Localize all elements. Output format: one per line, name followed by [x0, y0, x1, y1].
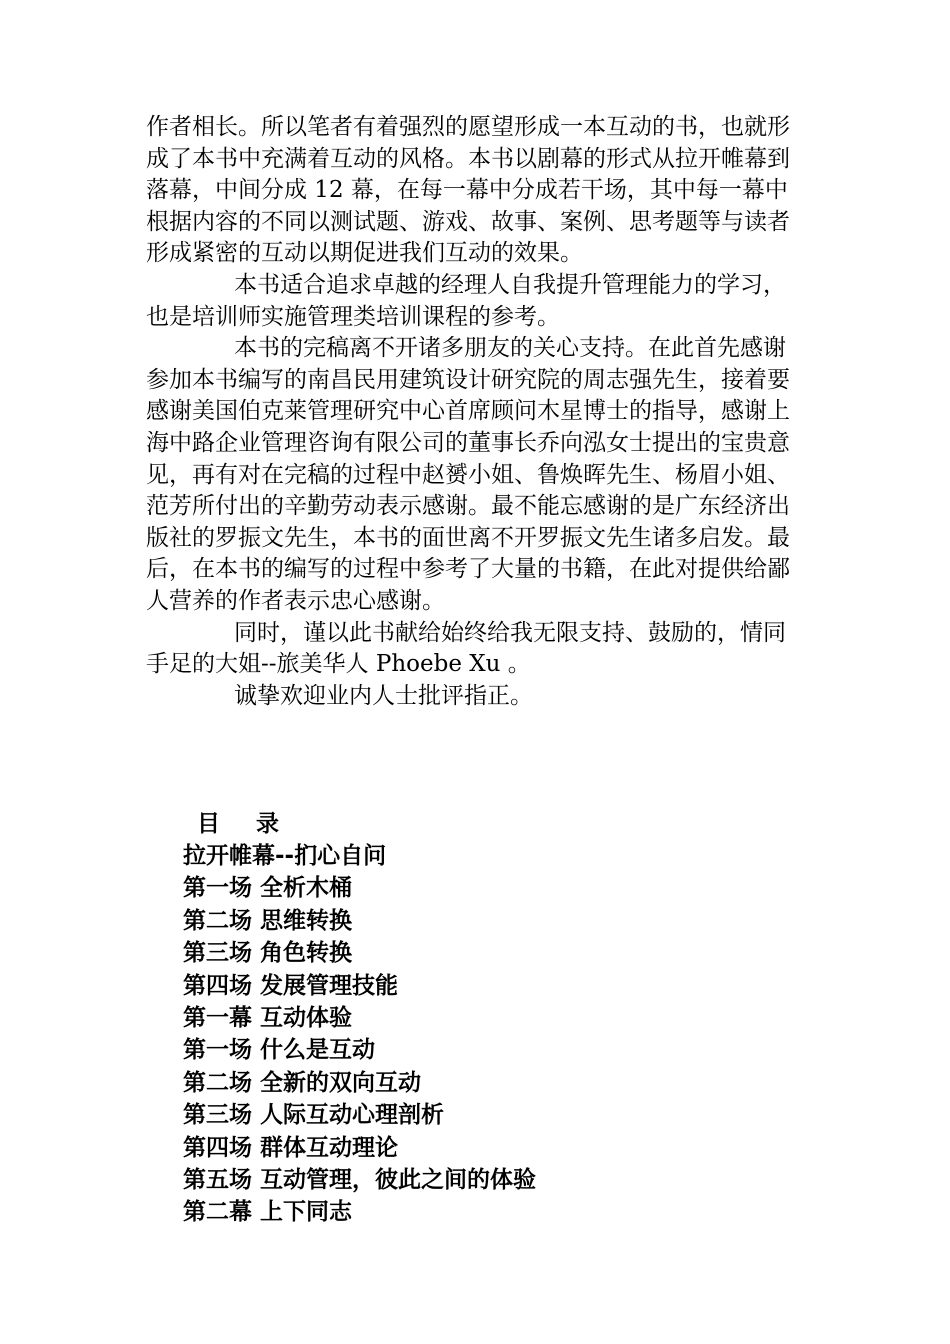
- preface-paragraph-2: 本书适合追求卓越的经理人自我提升管理能力的学习，也是培训师实施管理类培训课程的参考。: [146, 271, 786, 330]
- preface-paragraph-4: 同时，谨以此书献给始终给我无限支持、鼓励的，情同手足的大姐--旅美华人 Phoebe Xu 。: [146, 619, 786, 678]
- toc-item: 第五场 互动管理，彼此之间的体验: [183, 1166, 537, 1193]
- toc-item: 第四场 发展管理技能: [183, 972, 399, 999]
- toc-item: 第三场 角色转换: [183, 940, 353, 967]
- toc-item: 第四场 群体互动理论: [183, 1134, 399, 1161]
- table-of-contents: [183, 808, 783, 1229]
- preface-paragraph-3: 本书的完稿离不开诸多朋友的关心支持。在此首先感谢参加本书编写的南昌民用建筑设计研究院的周志强先生，接着要感谢美国伯克莱管理研究中心首席顾问木星博士的指导，感谢上海中路企业管理咨询有限公司的董事长乔向泓女士提出的宝贵意见，再有对在完稿的过程中赵赟小姐、鲁焕晖先生、杨眉小姐、范芳所付出的辛勤劳动表示感谢。最不能忘感谢的是广东经济出版社的罗振文先生，本书的面世离不开罗振文先生诸多启发。最后，在本书的编写的过程中参考了大量的书籍，在此对提供给鄙人营养的作者表示忠心感谢。: [146, 335, 790, 614]
- toc-item: 第一场 全析木桶: [183, 875, 353, 902]
- toc-item: 第一幕 互动体验: [183, 1004, 353, 1031]
- toc-item: 第二场 思维转换: [183, 907, 353, 934]
- toc-item: 第三场 人际互动心理剖析: [183, 1102, 445, 1129]
- preface-paragraph-5: 诚挚欢迎业内人士批评指正。: [234, 682, 533, 709]
- toc-item: 第一场 什么是互动: [183, 1037, 376, 1064]
- toc-item: 第二幕 上下同志: [183, 1199, 353, 1226]
- toc-list: [183, 840, 783, 1229]
- toc-item: 拉开帷幕--扪心自问: [183, 843, 387, 869]
- preface-body: [146, 112, 806, 712]
- toc-item: 第二场 全新的双向互动: [183, 1069, 422, 1096]
- toc-title: 目 录: [197, 811, 294, 837]
- preface-paragraph-1: 作者相长。所以笔者有着强烈的愿望形成一本互动的书，也就形成了本书中充满着互动的风格。本书以剧幕的形式从拉开帷幕到落幕，中间分成 12 幕，在每一幕中分成若干场，其中每一幕中根据内容的不同以测试题、游戏、故事、案例、思考题等与读者形成紧密的互动以期促进我们互动的效果。: [146, 114, 790, 267]
